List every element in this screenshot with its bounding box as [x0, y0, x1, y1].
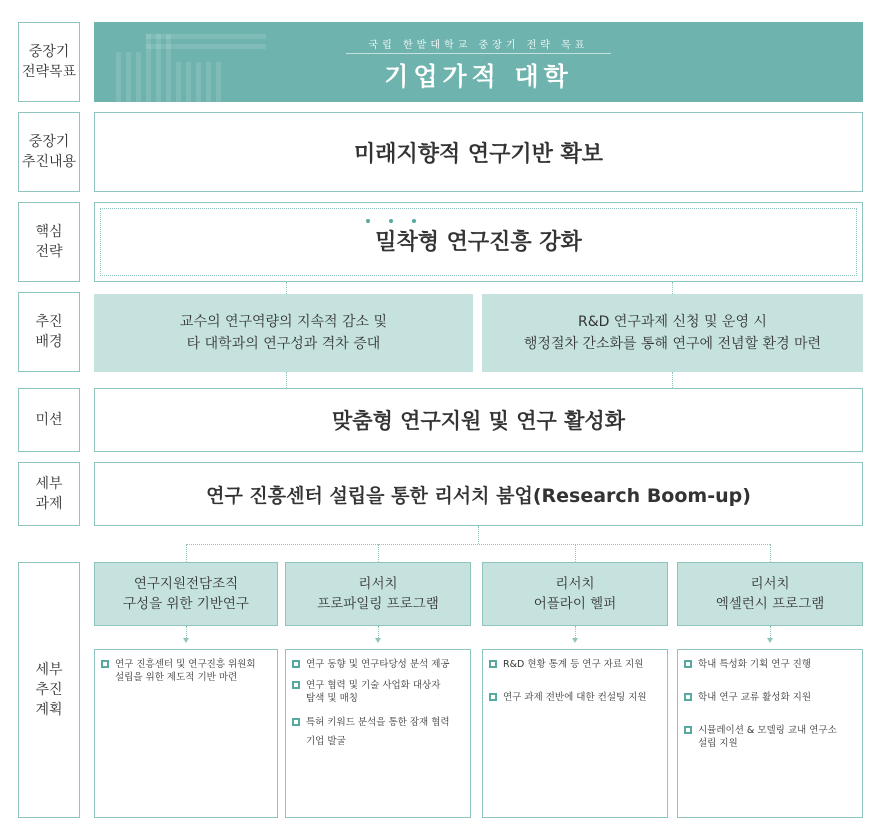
plan-header-2: 리서치 프로파일링 프로그램	[285, 562, 471, 626]
connector-line	[672, 282, 673, 294]
goal-divider	[346, 53, 611, 54]
connector-line	[770, 626, 771, 638]
list-item-text: 연구 동향 및 연구타당성 분석 제공	[306, 659, 450, 670]
connector-line	[378, 626, 379, 638]
plan-header-4: 리서치 엑셀런시 프로그램	[677, 562, 863, 626]
list-item	[684, 691, 856, 704]
list-item	[292, 679, 464, 705]
list-item-text: 학내 연구 교류 활성화 지원	[698, 692, 812, 703]
bullet-icon	[684, 726, 692, 734]
list-item-text: 연구 과제 전반에 대한 컨설팅 지원	[503, 692, 647, 703]
goal-title: 기업가적 대학	[384, 62, 573, 91]
arrow-down-icon	[183, 638, 189, 643]
connector-line	[286, 372, 287, 388]
connector-line	[186, 544, 770, 545]
bullet-icon	[292, 718, 300, 726]
strategy-text: 밀착형 연구진흥 강화	[375, 230, 582, 255]
emphasis-dot	[412, 219, 416, 223]
bullet-icon	[489, 693, 497, 701]
plan-header-3: 리서치 어플라이 헬퍼	[482, 562, 668, 626]
strategy-box	[94, 202, 863, 282]
plan-detail-3	[482, 649, 668, 818]
connector-line	[672, 372, 673, 388]
emphasis-dot	[389, 219, 393, 223]
list-item-text: 학내 특성화 기획 연구 진행	[698, 659, 812, 670]
bullet-icon	[292, 660, 300, 668]
row-label-plans: 세부 추진 계획	[18, 562, 80, 818]
emphasis-dot	[366, 219, 370, 223]
bullet-icon	[684, 660, 692, 668]
bullet-icon	[292, 681, 300, 689]
list-item	[684, 658, 856, 671]
goal-subtitle: 국립 한밭대학교 중장기 전략 목표	[368, 40, 589, 51]
bullet-icon	[489, 660, 497, 668]
list-item	[292, 713, 464, 751]
plan-detail-4	[677, 649, 863, 818]
bullet-icon	[101, 660, 109, 668]
connector-line	[770, 544, 771, 562]
plan-detail-1	[94, 649, 278, 818]
background-item-1: 교수의 연구역량의 지속적 감소 및 타 대학과의 연구성과 격차 증대	[94, 294, 473, 372]
arrow-down-icon	[572, 638, 578, 643]
mission-box: 맞춤형 연구지원 및 연구 활성화	[94, 388, 863, 452]
list-item	[101, 658, 271, 684]
connector-line	[478, 526, 479, 544]
connector-line	[575, 544, 576, 562]
row-label-content: 중장기 추진내용	[18, 112, 80, 192]
list-item	[489, 691, 661, 704]
connector-line	[186, 626, 187, 638]
row-label-mission: 미션	[18, 388, 80, 452]
row-label-task: 세부 과제	[18, 462, 80, 526]
arrow-down-icon	[767, 638, 773, 643]
emphasis-dots	[366, 219, 426, 225]
goal-banner	[94, 22, 863, 102]
row-label-strategy: 핵심 전략	[18, 202, 80, 282]
connector-line	[378, 544, 379, 562]
list-item	[684, 724, 856, 750]
list-item-text: 연구 진흥센터 및 연구진흥 위원회 설립을 위한 제도적 기반 마련	[115, 659, 256, 683]
list-item-text: 특허 키워드 분석을 통한 잠재 협력 기업 발굴	[306, 717, 450, 747]
connector-line	[186, 544, 187, 562]
content-box: 미래지향적 연구기반 확보	[94, 112, 863, 192]
list-item-text: R&D 현황 통계 등 연구 자료 지원	[503, 659, 644, 670]
row-label-goal: 중장기 전략목표	[18, 22, 80, 102]
bullet-icon	[684, 693, 692, 701]
list-item	[292, 658, 464, 671]
list-item	[489, 658, 661, 671]
row-label-background: 추진 배경	[18, 292, 80, 372]
list-item-text: 시뮬레이션 & 모델링 교내 연구소 설립 지원	[698, 725, 837, 749]
connector-line	[286, 282, 287, 294]
task-box: 연구 진흥센터 설립을 통한 리서치 붐업(Research Boom-up)	[94, 462, 863, 526]
arrow-down-icon	[375, 638, 381, 643]
background-item-2: R&D 연구과제 신청 및 운영 시 행정절차 간소화를 통해 연구에 전념할 환경 마련	[482, 294, 863, 372]
connector-line	[575, 626, 576, 638]
list-item-text: 연구 협력 및 기술 사업화 대상자 탐색 및 매칭	[306, 680, 441, 704]
plan-detail-2	[285, 649, 471, 818]
plan-header-1: 연구지원전담조직 구성을 위한 기반연구	[94, 562, 278, 626]
